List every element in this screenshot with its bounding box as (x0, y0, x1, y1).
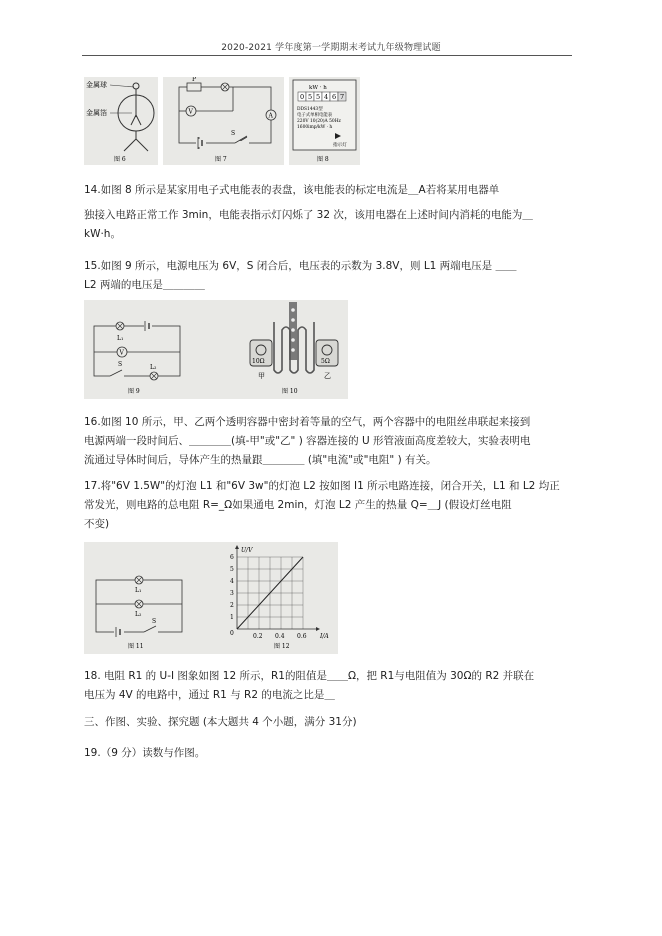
fig9-v-label: V (119, 349, 124, 357)
meter-indicator-label: 指示灯 (333, 143, 347, 148)
fig10-r1-label: 10Ω (252, 358, 265, 365)
q15-line: 15.如图 9 所示，电源电压为 6V，S 闭合后，电压表的示数为 3.8V，则 L1 两端电压是 ＿＿ (84, 260, 517, 272)
x-axis-label: I/A (320, 633, 329, 640)
meter-spec: 220V 10(20)A 50Hz (297, 119, 341, 124)
figures-9-10 (84, 300, 348, 399)
y-tick-label: 5 (230, 566, 234, 573)
q17-line: 17.将"6V 1.5W"的灯泡 L1 和"6V 3w"的灯泡 L2 按如图 I1 所示电路连接，闭合开关，L1 和 L2 均正 (84, 480, 560, 492)
meter-spec: 电子式单相电能表 (297, 113, 333, 118)
page-header: 2020-2021 学年度第一学期期末考试九年级物理试题 (221, 43, 441, 53)
meter-spec: DDS1443型 (297, 107, 323, 112)
q18-line: 18. 电阻 R1 的 U-I 图象如图 12 所示，R1的阻值是＿＿Ω，把 R1与电阻值为 30Ω的 R2 并联在 (84, 670, 535, 682)
q16-line: 16.如图 10 所示，甲、乙两个透明容器中密封着等量的空气，两个容器中的电阻丝串联起来接到 (84, 416, 531, 428)
q17-line: 不变) (84, 518, 110, 530)
fig10-right-label: 乙 (324, 372, 331, 380)
fig11-l1-label: L₁ (135, 587, 142, 594)
y-axis-label: U/V (241, 547, 253, 554)
figure-8 (289, 77, 360, 165)
figure-10 (250, 302, 338, 395)
fig9-s-label: S (118, 361, 123, 368)
meter-spec: 1600imp/kW · h (297, 125, 333, 130)
fig6-foil-label: 金属箔 (86, 109, 107, 117)
fig9-l2-label: L₂ (150, 364, 157, 371)
y-tick-label: 2 (230, 602, 234, 609)
fig6-caption: 图 6 (114, 156, 126, 163)
figure-12-chart (230, 545, 329, 650)
fig6-ball-label: 金属球 (86, 81, 107, 89)
q16-line: 电源两端一段时间后、＿＿＿＿(填-甲"或"乙" ) 容器连接的 U 形管液面高度差较大，实验表明电 (84, 435, 531, 447)
question-14 (84, 181, 574, 244)
y-tick-label: 3 (230, 590, 234, 597)
origin-label: 0 (230, 630, 234, 637)
y-tick-label: 4 (230, 578, 234, 585)
q14-line: 14.如图 8 所示是某家用电子式电能表的表盘，该电能表的标定电流是＿A若将某用电器单 (84, 184, 500, 196)
fig12-caption: 图 12 (274, 643, 290, 650)
question-15 (84, 257, 574, 295)
x-tick-label: 0.6 (297, 633, 307, 640)
x-tick-label: 0.4 (275, 633, 285, 640)
meter-digit: 7 (340, 93, 345, 101)
fig10-r2-label: 5Ω (321, 358, 330, 365)
figure-11 (96, 576, 182, 650)
fig10-caption: 图 10 (282, 388, 298, 395)
meter-digit: 5 (316, 93, 321, 101)
fig11-caption: 图 11 (128, 643, 144, 650)
meter-digit: 0 (300, 93, 305, 101)
figure-7 (163, 77, 284, 165)
header-divider (82, 55, 572, 56)
fig9-caption: 图 9 (128, 388, 140, 395)
figure-9 (94, 321, 180, 395)
meter-digit: 4 (324, 93, 329, 101)
y-tick-label: 1 (230, 614, 234, 621)
fig7-v-label: V (188, 108, 193, 116)
figures-11-12 (84, 542, 338, 654)
metal-ball-icon (133, 83, 139, 89)
y-tick-label: 6 (230, 554, 234, 561)
q14-line: 独接入电路正常工作 3min，电能表指示灯闪烁了 32 次，该用电器在上述时间内消耗的电能为＿ (84, 209, 533, 221)
rheostat-icon (187, 83, 201, 91)
fig11-s-label: S (152, 618, 157, 625)
question-19: 19.（9 分）读数与作图。 (84, 747, 206, 759)
q17-line: 常发光，则电路的总电阻 R=_Ω如果通电 2min，灯泡 L2 产生的热量 Q=＿J (假设灯丝电阻 (84, 499, 512, 511)
fig7-p-label: P (192, 77, 197, 83)
q18-line: 电压为 4V 的电路中，通过 R1 与 R2 的电流之比是＿ (84, 689, 335, 701)
question-16 (84, 413, 574, 470)
meter-unit: kW · h (309, 85, 327, 91)
fig10-left-label: 甲 (258, 372, 265, 380)
fig9-l1-label: L₁ (117, 335, 124, 342)
meter-digits (298, 92, 346, 101)
q16-line: 流通过导体时间后，导体产生的热量跟＿＿＿＿ (填"电流"或"电阻" ) 有关。 (84, 454, 437, 466)
section-3-heading: 三、作图、实验、探究题 (本大题共 4 个小题，满分 31分) (84, 716, 357, 728)
question-18 (84, 667, 574, 705)
meter-digit: 5 (308, 93, 313, 101)
fig8-caption: 图 8 (317, 156, 329, 163)
q15-line: L2 两端的电压是＿＿＿＿ (84, 279, 205, 291)
fig7-s-label: S (231, 130, 236, 137)
meter-digit: 6 (332, 93, 337, 101)
fig7-a-label: A (268, 112, 273, 120)
q14-line: kW·h。 (84, 228, 121, 240)
question-17 (84, 477, 574, 534)
fig11-l2-label: L₂ (135, 611, 142, 618)
figure-6 (84, 77, 158, 165)
x-tick-label: 0.2 (253, 633, 263, 640)
fig7-caption: 图 7 (215, 156, 227, 163)
